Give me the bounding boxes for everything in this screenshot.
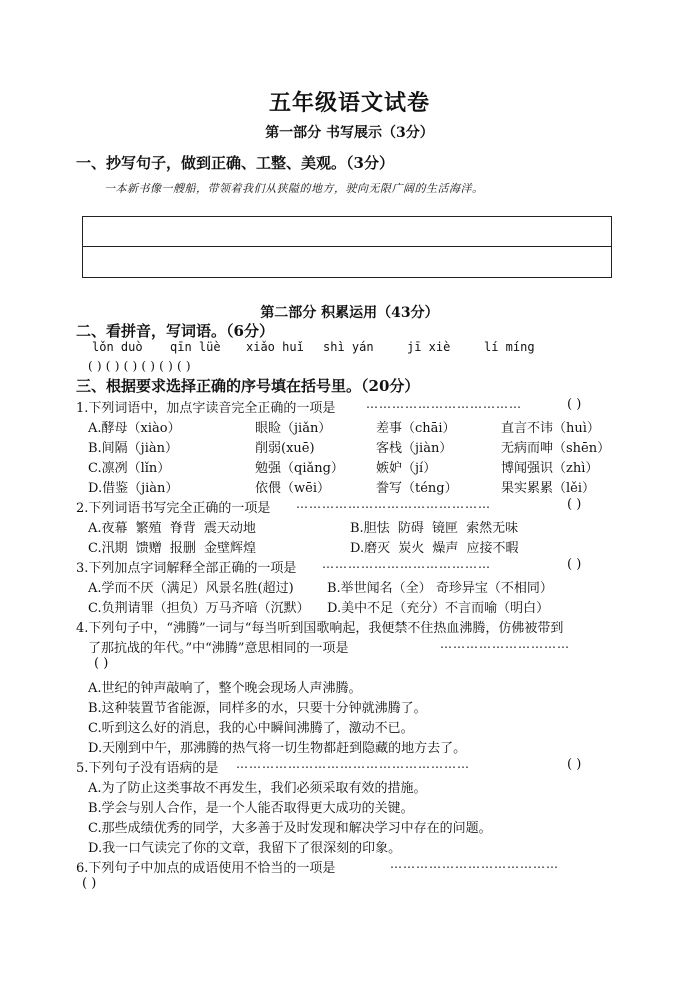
leader-dots: ………………………………… bbox=[322, 557, 491, 571]
q1-option: 果实累累（lěi） bbox=[501, 481, 596, 496]
q3-option: B.举世闻名（全） 奇珍异宝（不相同） bbox=[327, 581, 553, 596]
leader-dots: ……………………………………… bbox=[296, 497, 491, 511]
q4-option: C.听到这么好的消息，我的心中瞬间沸腾了，激动不已。 bbox=[88, 721, 414, 736]
q4-option: B.这种装置节省能源，同样多的水，只要十分钟就沸腾了。 bbox=[88, 701, 427, 716]
q1-option: 削弱(xuē) bbox=[255, 441, 315, 456]
q4-option: D.天刚到中午，那沸腾的热气将一切生物都赶到隐藏的地方去了。 bbox=[88, 741, 467, 756]
pinyin-answer-brackets[interactable]: ( ) ( ) ( ) ( ) ( ) ( ) bbox=[88, 359, 191, 373]
question-3-stem: 3.下列加点字词解释全部正确的一项是 bbox=[76, 561, 297, 576]
q1-option: 博闻强识（zhì） bbox=[501, 461, 599, 476]
answer-paren[interactable]: ( ) bbox=[567, 557, 582, 572]
q1-option: 誊写（téng） bbox=[376, 481, 458, 496]
section-three-heading: 三、根据要求选择正确的序号填在括号里。（20分） bbox=[76, 377, 420, 395]
q2-option: A.夜幕 繁殖 脊背 震天动地 bbox=[88, 521, 256, 536]
answer-paren[interactable]: ( ) bbox=[567, 757, 582, 772]
q1-option: C.凛冽（lǐn） bbox=[88, 461, 171, 476]
writing-line-divider bbox=[83, 246, 611, 247]
q2-option: C.汛期 馈赠 报删 金壁辉煌 bbox=[88, 541, 257, 556]
answer-paren[interactable]: ( ) bbox=[82, 876, 97, 891]
q3-option: A.学而不厌（满足）风景名胜(超过) bbox=[88, 581, 294, 596]
q5-option: D.我一口气读完了你的文章，我留下了很深刻的印象。 bbox=[88, 841, 402, 856]
q1-option: 依偎（wēi） bbox=[255, 481, 330, 496]
q1-option: 勉强（qiǎng） bbox=[255, 461, 344, 476]
pinyin-item: lǒn duò bbox=[92, 340, 143, 354]
answer-paren[interactable]: ( ) bbox=[94, 656, 109, 671]
answer-paren[interactable]: ( ) bbox=[567, 397, 582, 412]
part-one-heading: 第一部分 书写展示（3分） bbox=[265, 125, 434, 141]
pinyin-item: xiǎo huǐ bbox=[246, 340, 304, 354]
q5-option: A.为了防止这类事故不再发生，我们必须采取有效的措施。 bbox=[88, 781, 427, 796]
copy-writing-box[interactable] bbox=[82, 216, 612, 278]
page-title: 五年级语文试卷 bbox=[268, 90, 430, 116]
question-5-stem: 5.下列句子没有语病的是 bbox=[76, 761, 219, 776]
q1-option: 眼睑（jiǎn） bbox=[255, 421, 332, 436]
pinyin-item: qīn lüè bbox=[170, 340, 221, 354]
section-one-heading: 一、抄写句子，做到正确、工整、美观。（3分） bbox=[76, 154, 394, 172]
q4-option: A.世纪的钟声敲响了，整个晚会现场人声沸腾。 bbox=[88, 681, 362, 696]
question-2-stem: 2.下列词语书写完全正确的一项是 bbox=[76, 501, 271, 516]
part-two-heading: 第二部分 积累运用（43分） bbox=[260, 305, 439, 321]
q1-option: A.酵母（xiào） bbox=[88, 421, 181, 436]
q5-option: C.那些成绩优秀的同学，大多善于及时发现和解决学习中存在的问题。 bbox=[88, 821, 492, 836]
q2-option: D.磨灭 炭火 燥声 应接不暇 bbox=[350, 541, 519, 556]
copy-sentence: 一本新书像一艘船，带领着我们从狭隘的地方，驶向无限广阔的生活海洋。 bbox=[104, 182, 484, 195]
leader-dots: ……………………………………………… bbox=[236, 757, 470, 771]
q1-option: B.间隔（jiàn） bbox=[88, 441, 178, 456]
q1-option: 无病而呻（shēn） bbox=[501, 441, 611, 456]
q1-option: 客栈（jiàn） bbox=[376, 441, 453, 456]
q1-option: 嫉妒（jí） bbox=[376, 461, 437, 476]
question-6-stem: 6.下列句子中加点的成语使用不恰当的一项是 bbox=[76, 861, 336, 876]
q3-option: D.美中不足（充分）不言而喻（明白） bbox=[327, 601, 550, 616]
leader-dots: ………………………………… bbox=[390, 857, 559, 871]
pinyin-item: jī xiè bbox=[407, 340, 451, 354]
q1-option: D.借鉴（jiàn） bbox=[88, 481, 179, 496]
pinyin-item: shì yán bbox=[323, 340, 374, 354]
question-4-stem: 4.下列句子中，“沸腾”一词与“每当听到国歌响起，我便禁不住热血沸腾，仿佛被带到 bbox=[76, 621, 564, 636]
leader-dots: ……………………………… bbox=[366, 397, 522, 411]
q2-option: B.胆怯 防碍 镜匣 索然无味 bbox=[350, 521, 519, 536]
question-4-stem-continued: 了那抗战的年代。”中“沸腾”意思相同的一项是 bbox=[88, 641, 349, 656]
q5-option: B.学会与别人合作，是一个人能否取得更大成功的关键。 bbox=[88, 801, 414, 816]
q3-option: C.负荆请罪（担负）万马齐喑（沉默） bbox=[88, 601, 310, 616]
q1-option: 直言不讳（huì） bbox=[501, 421, 600, 436]
section-two-heading: 二、看拼音，写词语。（6分） bbox=[76, 322, 274, 340]
leader-dots: ………………………… bbox=[440, 637, 570, 651]
answer-paren[interactable]: ( ) bbox=[567, 497, 582, 512]
pinyin-item: lí míng bbox=[484, 340, 535, 354]
question-1-stem: 1.下列词语中，加点字读音完全正确的一项是 bbox=[76, 401, 336, 416]
q1-option: 差事（chāi） bbox=[376, 421, 456, 436]
